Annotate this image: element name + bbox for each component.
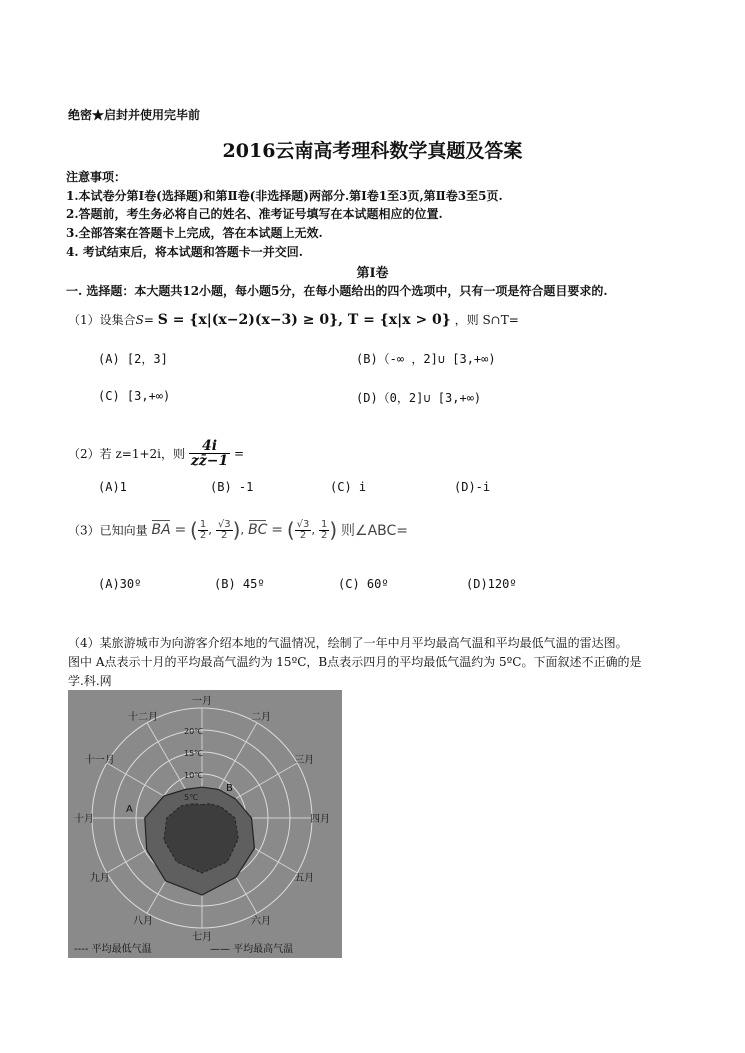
q3-frac-half: $\frac{1}{2}$ [321, 518, 328, 541]
month-label: 六月 [251, 916, 271, 928]
month-label: 十一月 [84, 755, 115, 766]
confidential-label: 绝密★启封并使用完毕前 [68, 108, 201, 122]
q3-frac-sqrt3: $\frac{√3}{2}$ [296, 518, 310, 541]
q1-option-a[interactable]: (A) [2，3] [98, 352, 168, 366]
legend-low: ---- 平均最低气温 [74, 944, 152, 955]
q1-option-b[interactable]: (B)（-∞ ，2]∪ [3,+∞) [356, 352, 496, 366]
month-label: 三月 [294, 755, 315, 766]
q2-option-a[interactable]: (A)1 [98, 480, 127, 494]
note-item: 2.答题前，考生务必将自己的姓名、准考证号填写在本试题相应的位置. [66, 207, 443, 221]
q2-numerator: 4i [189, 439, 230, 454]
q3-vector-ba: BA [151, 522, 171, 538]
q3-frac-sqrt3: $\frac{√3}{2}$ [217, 518, 231, 541]
q3-suffix: 则∠ABC= [341, 523, 409, 539]
q2-option-c[interactable]: (C) i [330, 480, 367, 494]
notes-heading: 注意事项： [66, 170, 127, 184]
note-item: 3.全部答案在答题卡上完成，答在本试题上无效. [66, 226, 323, 240]
q1-prefix: （1）设集合 [68, 313, 136, 327]
month-label: 九月 [89, 873, 110, 884]
q4-line-3: 学.科.网 [68, 674, 112, 688]
question-2 [68, 439, 244, 468]
month-label: 五月 [294, 873, 315, 884]
month-label: 七月 [192, 932, 212, 943]
q3-option-d[interactable]: (D)120º [466, 577, 517, 591]
q3-option-b[interactable]: (B) 45º [214, 577, 265, 591]
point-b-label: B [226, 783, 233, 794]
q3-equals: = [174, 522, 187, 538]
q3-equals: = [271, 522, 284, 538]
point-a-label: A [126, 804, 133, 815]
month-label: 十二月 [128, 711, 158, 723]
q1-set-definition: S = {x|(x−2)(x−3) ≥ 0}, T = {x|x > 0} [157, 312, 451, 328]
ring-tick-label: 20℃ [184, 727, 204, 736]
q4-line-1: （4）某旅游城市为向游客介绍本地的气温情况，绘制了一年中月平均最高气温和平均最低气温的雷达图。 [68, 636, 628, 650]
note-item: 1.本试卷分第Ⅰ卷(选择题)和第Ⅱ卷(非选择题)两部分.第Ⅰ卷1至3页,第Ⅱ卷3至5页. [66, 189, 503, 203]
q2-fraction [189, 439, 230, 468]
q4-line-2: 图中 A点表示十月的平均最高气温约为 15ºC，B点表示四月的平均最低气温约为 5ºC。下面叙述不正确的是 [68, 655, 642, 669]
question-3: （3）已知向量 BA = ( $\frac{1}{2}$ , $\frac{√3}{2}$ ), BC = ( $\frac{√3}{2}$ , $\frac{1}{2}$ ) 则∠ABC= [68, 518, 409, 542]
q1-suffix: ，则 S∩T= [454, 313, 519, 327]
q2-prefix: （2）若 z=1+2i，则 [68, 447, 185, 461]
ring-tick-label: 10℃ [184, 771, 204, 780]
q1-option-d[interactable]: (D)（0，2]∪ [3,+∞) [356, 391, 482, 405]
ring-tick-label: 15℃ [184, 749, 204, 758]
q1-symbol: S= [135, 313, 154, 327]
q2-option-d[interactable]: (D)-i [454, 480, 491, 494]
q2-denominator: zz̄−1 [190, 453, 229, 469]
section-label: 第Ⅰ卷 [356, 266, 389, 281]
q3-option-c[interactable]: (C) 60º [338, 577, 389, 591]
ring-tick-label: 5℃ [184, 793, 199, 802]
q3-vector-bc: BC [248, 522, 268, 538]
question-1 [68, 311, 519, 328]
radar-chart [68, 690, 342, 958]
q3-frac-half: $\frac{1}{2}$ [199, 518, 207, 541]
month-label: 一月 [192, 696, 212, 707]
note-item: 4. 考试结束后，将本试题和答题卡一并交回. [66, 245, 303, 259]
q3-prefix: （3）已知向量 [68, 523, 148, 538]
q2-suffix: = [234, 446, 245, 461]
month-label: 二月 [251, 711, 271, 723]
page-title: 2016云南高考理科数学真题及答案 [222, 140, 523, 162]
q1-option-c[interactable]: (C) [3,+∞) [98, 389, 171, 403]
month-label: 四月 [310, 814, 330, 825]
q3-option-a[interactable]: (A)30º [98, 577, 142, 591]
month-label: 十月 [74, 814, 94, 825]
q2-option-b[interactable]: (B) -1 [210, 480, 254, 494]
legend-high: —— 平均最高气温 [210, 944, 294, 955]
section-instruction: 一. 选择题：本大题共12小题，每小题5分，在每小题给出的四个选项中，只有一项是符合题目要求的. [66, 284, 608, 298]
month-label: 八月 [133, 916, 153, 928]
